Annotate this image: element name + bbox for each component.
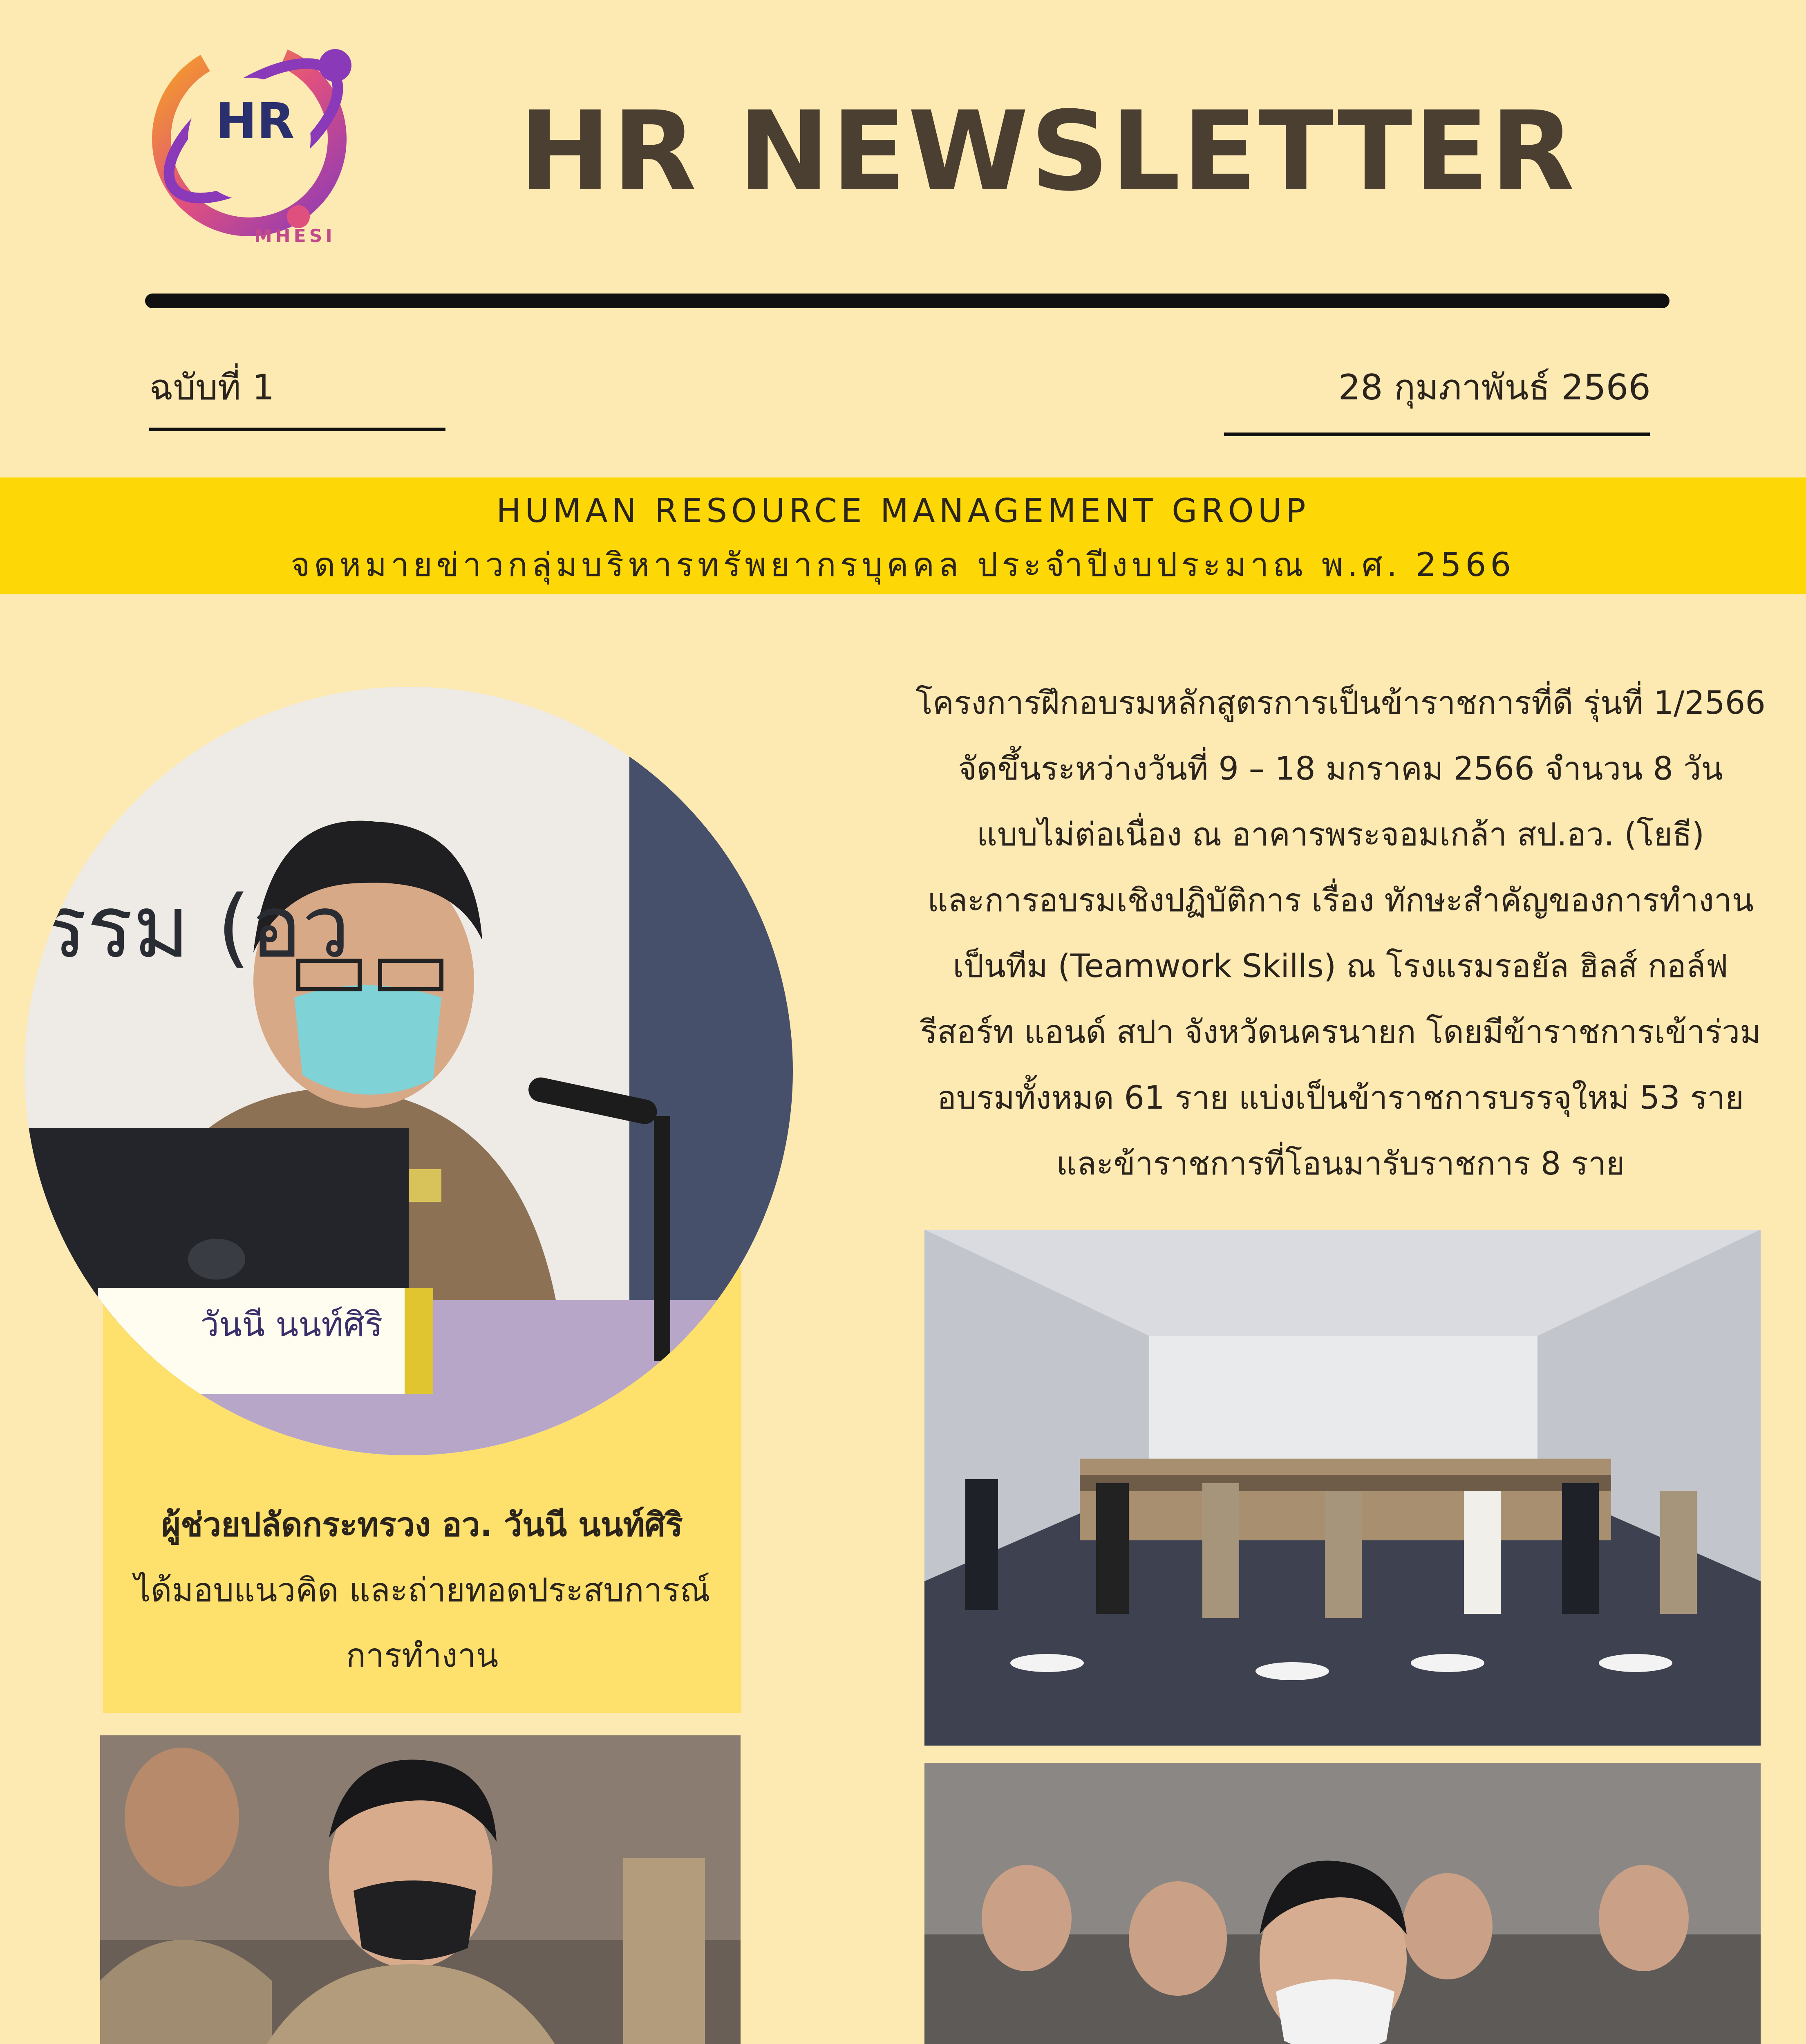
caption-line-3: การทำงาน: [346, 1636, 499, 1674]
trainee-photo-2-illustration: [924, 1763, 1761, 2044]
article-line: รีสอร์ท แอนด์ สปา จังหวัดนครนายก โดยมีข้าราชการเข้าร่วม: [920, 1014, 1761, 1051]
logo-subtext: MHESI: [254, 226, 336, 247]
speaker-photo-illustration: [25, 687, 793, 1455]
photo-caption: [103, 1492, 741, 1688]
article-line: โครงการฝึกอบรมหลักสูตรการเป็นข้าราชการที่ดี รุ่นที่ 1/2566: [915, 685, 1766, 722]
group-photo-illustration: [924, 1230, 1761, 1746]
article-body: [891, 670, 1790, 1197]
issue-date: 28 กุมภาพันธ์ 2566: [1338, 367, 1651, 408]
article-line: เป็นทีม (Teamwork Skills) ณ โรงแรมรอยัล ฮิลส์ กอล์ฟ: [953, 948, 1728, 985]
trainee-photo-1: [100, 1735, 741, 2044]
caption-line-1: ผู้ช่วยปลัดกระทรวง อว. วันนี นนท์ศิริ: [161, 1506, 683, 1544]
issue-underline: [149, 428, 445, 431]
article-line: และข้าราชการที่โอนมารับราชการ 8 ราย: [1056, 1145, 1625, 1182]
group-photo: [924, 1230, 1761, 1746]
caption-line-2: ได้มอบแนวคิด และถ่ายทอดประสบการณ์: [134, 1571, 710, 1609]
article-line: อบรมทั้งหมด 61 ราย แบ่งเป็นข้าราชการบรรจุใหม่ 53 ราย: [937, 1080, 1744, 1116]
speaker-photo: [25, 687, 793, 1455]
banner-text: รรม (อว: [41, 877, 350, 977]
banner-english: HUMAN RESOURCE MANAGEMENT GROUP: [496, 492, 1310, 530]
trainee-photo-1-illustration: [100, 1735, 741, 2044]
article-line: จัดขึ้นระหว่างวันที่ 9 – 18 มกราคม 2566 จำนวน 8 วัน: [958, 751, 1723, 787]
group-banner: [0, 477, 1806, 594]
article-line: และการอบรมเชิงปฏิบัติการ เรื่อง ทักษะสำคัญของการทำงาน: [927, 882, 1754, 919]
nameplate-text: วันนี นนท์ศิริ: [200, 1305, 383, 1344]
banner-thai: จดหมายข่าวกลุ่มบริหารทรัพยากรบุคคล ประจำปีงบประมาณ พ.ศ. 2566: [291, 546, 1515, 584]
trainee-photo-2: [924, 1763, 1761, 2044]
newsletter-title: HR NEWSLETTER: [519, 88, 1577, 215]
date-underline: [1224, 433, 1650, 436]
article-line: แบบไม่ต่อเนื่อง ณ อาคารพระจอมเกล้า สป.อว. (โยธี): [976, 816, 1705, 853]
logo-text: HR: [216, 93, 295, 150]
issue-number: ฉบับที่ 1: [149, 367, 275, 408]
title-divider: [145, 294, 1669, 308]
